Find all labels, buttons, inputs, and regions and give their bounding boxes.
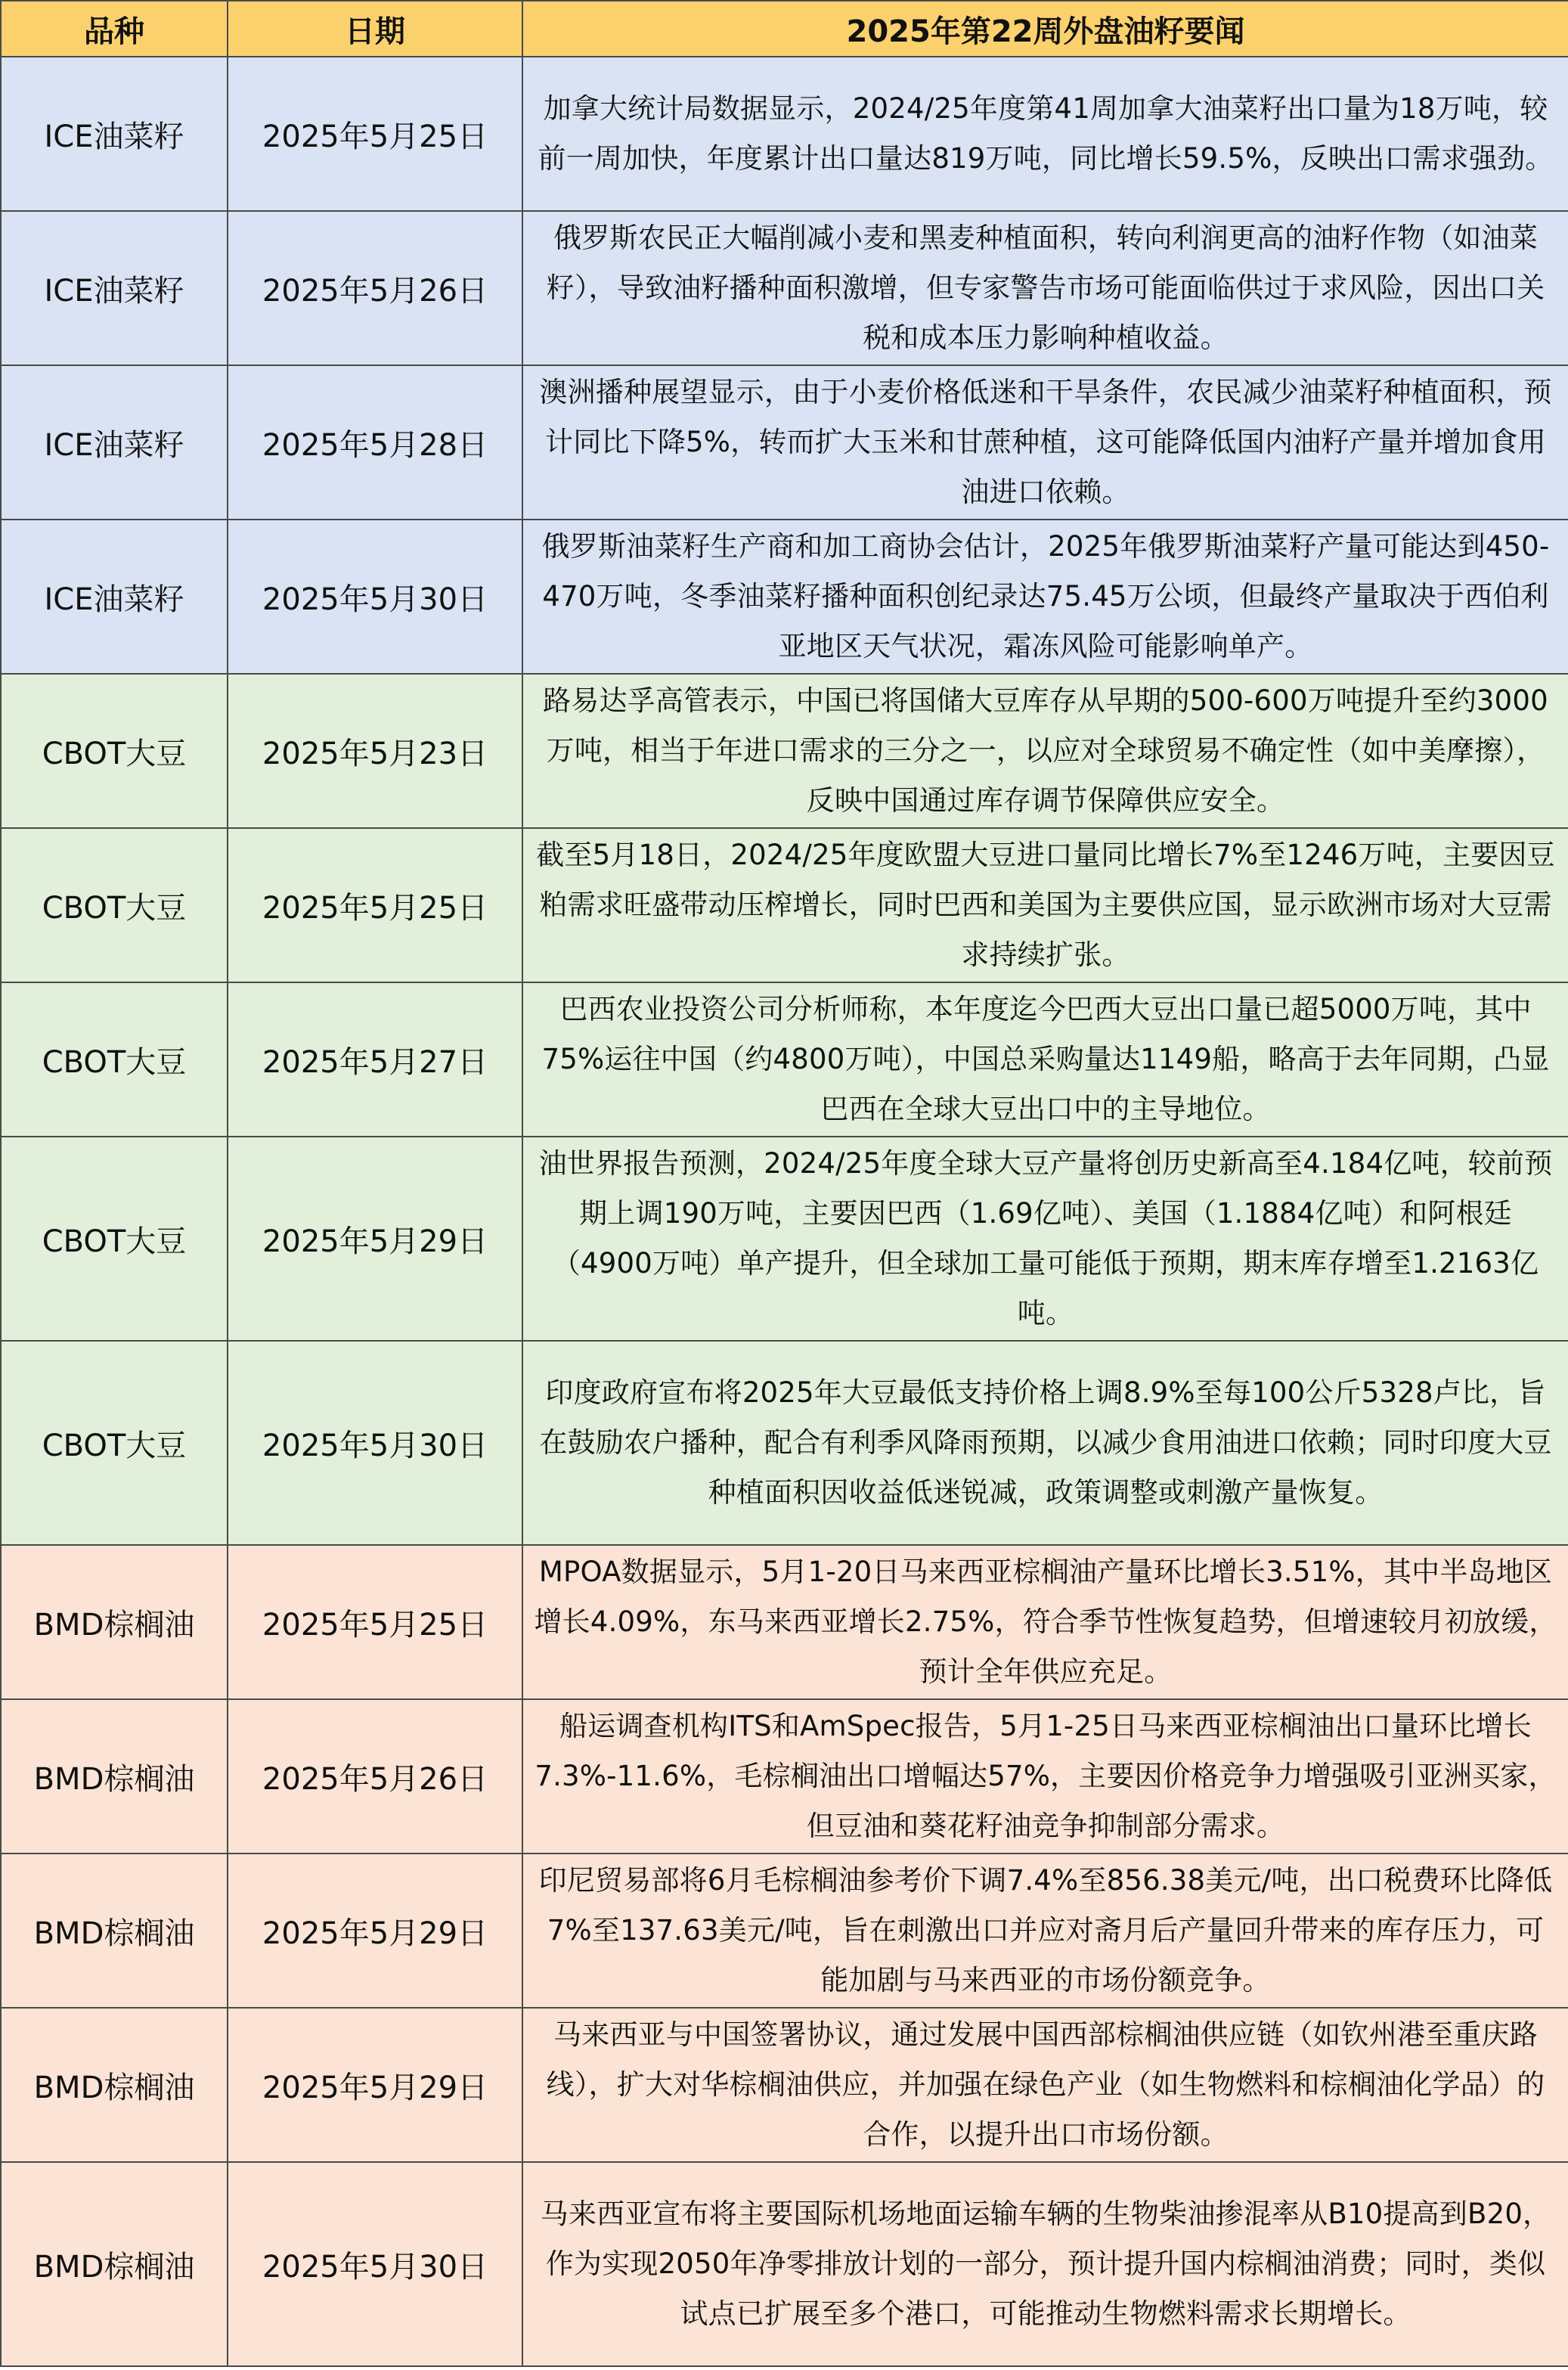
product-cell: BMD棕榈油 [1, 2162, 228, 2366]
product-cell: ICE油菜籽 [1, 520, 228, 674]
content-cell: 俄罗斯农民正大幅削减小麦和黑麦种植面积，转向利润更高的油籽作物（如油菜籽），导致油籽播种面积激增，但专家警告市场可能面临供过于求风险，因出口关税和成本压力影响种植收益。 [522, 211, 1568, 365]
date-cell: 2025年5月26日 [228, 1699, 522, 1854]
product-cell: BMD棕榈油 [1, 1699, 228, 1854]
content-cell: 路易达孚高管表示，中国已将国储大豆库存从早期的500-600万吨提升至约3000万吨，相当于年进口需求的三分之一，以应对全球贸易不确定性（如中美摩擦），反映中国通过库存调节保障供应安全。 [522, 674, 1568, 828]
date-cell: 2025年5月25日 [228, 57, 522, 211]
product-cell: CBOT大豆 [1, 674, 228, 828]
table-row [1, 674, 1568, 828]
content-cell: 截至5月18日，2024/25年度欧盟大豆进口量同比增长7%至1246万吨，主要因豆粕需求旺盛带动压榨增长，同时巴西和美国为主要供应国，显示欧洲市场对大豆需求持续扩张。 [522, 828, 1568, 982]
product-cell: CBOT大豆 [1, 982, 228, 1137]
table-row [1, 1699, 1568, 1854]
table-row [1, 1137, 1568, 1341]
table-row [1, 2008, 1568, 2162]
date-cell: 2025年5月30日 [228, 520, 522, 674]
header-title: 2025年第22周外盘油籽要闻 [522, 1, 1568, 57]
content-cell: 印尼贸易部将6月毛棕榈油参考价下调7.4%至856.38美元/吨，出口税费环比降低7%至137.63美元/吨，旨在刺激出口并应对斋月后产量回升带来的库存压力，可能加剧与马来西亚的市场份额竞争。 [522, 1854, 1568, 2008]
date-cell: 2025年5月26日 [228, 211, 522, 365]
content-cell: 马来西亚宣布将主要国际机场地面运输车辆的生物柴油掺混率从B10提高到B20，作为实现2050年净零排放计划的一部分，预计提升国内棕榈油消费；同时，类似试点已扩展至多个港口，可能推动生物燃料需求长期增长。 [522, 2162, 1568, 2366]
product-cell: BMD棕榈油 [1, 1854, 228, 2008]
date-cell: 2025年5月29日 [228, 1137, 522, 1341]
product-cell: CBOT大豆 [1, 1137, 228, 1341]
table-row [1, 57, 1568, 211]
date-cell: 2025年5月30日 [228, 2162, 522, 2366]
content-cell: 俄罗斯油菜籽生产商和加工商协会估计，2025年俄罗斯油菜籽产量可能达到450-470万吨，冬季油菜籽播种面积创纪录达75.45万公顷，但最终产量取决于西伯利亚地区天气状况，霜冻风险可能影响单产。 [522, 520, 1568, 674]
content-cell: 油世界报告预测，2024/25年度全球大豆产量将创历史新高至4.184亿吨，较前预期上调190万吨，主要因巴西（1.69亿吨）、美国（1.1884亿吨）和阿根廷（4900万吨）单产提升，但全球加工量可能低于预期，期末库存增至1.2163亿吨。 [522, 1137, 1568, 1341]
table-row [1, 520, 1568, 674]
date-cell: 2025年5月29日 [228, 1854, 522, 2008]
date-cell: 2025年5月23日 [228, 674, 522, 828]
product-cell: CBOT大豆 [1, 1341, 228, 1545]
date-cell: 2025年5月27日 [228, 982, 522, 1137]
content-cell: MPOA数据显示，5月1-20日马来西亚棕榈油产量环比增长3.51%，其中半岛地区增长4.09%，东马来西亚增长2.75%，符合季节性恢复趋势，但增速较月初放缓，预计全年供应充足。 [522, 1545, 1568, 1699]
product-cell: ICE油菜籽 [1, 365, 228, 520]
product-cell: BMD棕榈油 [1, 2008, 228, 2162]
date-cell: 2025年5月29日 [228, 2008, 522, 2162]
table-row [1, 211, 1568, 365]
date-cell: 2025年5月25日 [228, 1545, 522, 1699]
content-cell: 船运调查机构ITS和AmSpec报告，5月1-25日马来西亚棕榈油出口量环比增长7.3%-11.6%，毛棕榈油出口增幅达57%，主要因价格竞争力增强吸引亚洲买家，但豆油和葵花籽油竞争抑制部分需求。 [522, 1699, 1568, 1854]
content-cell: 澳洲播种展望显示，由于小麦价格低迷和干旱条件，农民减少油菜籽种植面积，预计同比下降5%，转而扩大玉米和甘蔗种植，这可能降低国内油籽产量并增加食用油进口依赖。 [522, 365, 1568, 520]
content-cell: 马来西亚与中国签署协议，通过发展中国西部棕榈油供应链（如钦州港至重庆路线），扩大对华棕榈油供应，并加强在绿色产业（如生物燃料和棕榈油化学品）的合作，以提升出口市场份额。 [522, 2008, 1568, 2162]
content-cell: 印度政府宣布将2025年大豆最低支持价格上调8.9%至每100公斤5328卢比，旨在鼓励农户播种，配合有利季风降雨预期，以减少食用油进口依赖；同时印度大豆种植面积因收益低迷锐减，政策调整或刺激产量恢复。 [522, 1341, 1568, 1545]
table-row [1, 1545, 1568, 1699]
header-product: 品种 [1, 1, 228, 57]
date-cell: 2025年5月30日 [228, 1341, 522, 1545]
table-row [1, 365, 1568, 520]
content-cell: 巴西农业投资公司分析师称，本年度迄今巴西大豆出口量已超5000万吨，其中75%运往中国（约4800万吨），中国总采购量达1149船，略高于去年同期，凸显巴西在全球大豆出口中的主导地位。 [522, 982, 1568, 1137]
header-date: 日期 [228, 1, 522, 57]
product-cell: CBOT大豆 [1, 828, 228, 982]
date-cell: 2025年5月28日 [228, 365, 522, 520]
header-row [1, 1, 1568, 57]
table-row [1, 2162, 1568, 2366]
product-cell: ICE油菜籽 [1, 57, 228, 211]
content-cell: 加拿大统计局数据显示，2024/25年度第41周加拿大油菜籽出口量为18万吨，较前一周加快，年度累计出口量达819万吨，同比增长59.5%，反映出口需求强劲。 [522, 57, 1568, 211]
product-cell: BMD棕榈油 [1, 1545, 228, 1699]
table-row [1, 982, 1568, 1137]
table-row [1, 1854, 1568, 2008]
date-cell: 2025年5月25日 [228, 828, 522, 982]
product-cell: ICE油菜籽 [1, 211, 228, 365]
table-row [1, 1341, 1568, 1545]
table-row [1, 828, 1568, 982]
